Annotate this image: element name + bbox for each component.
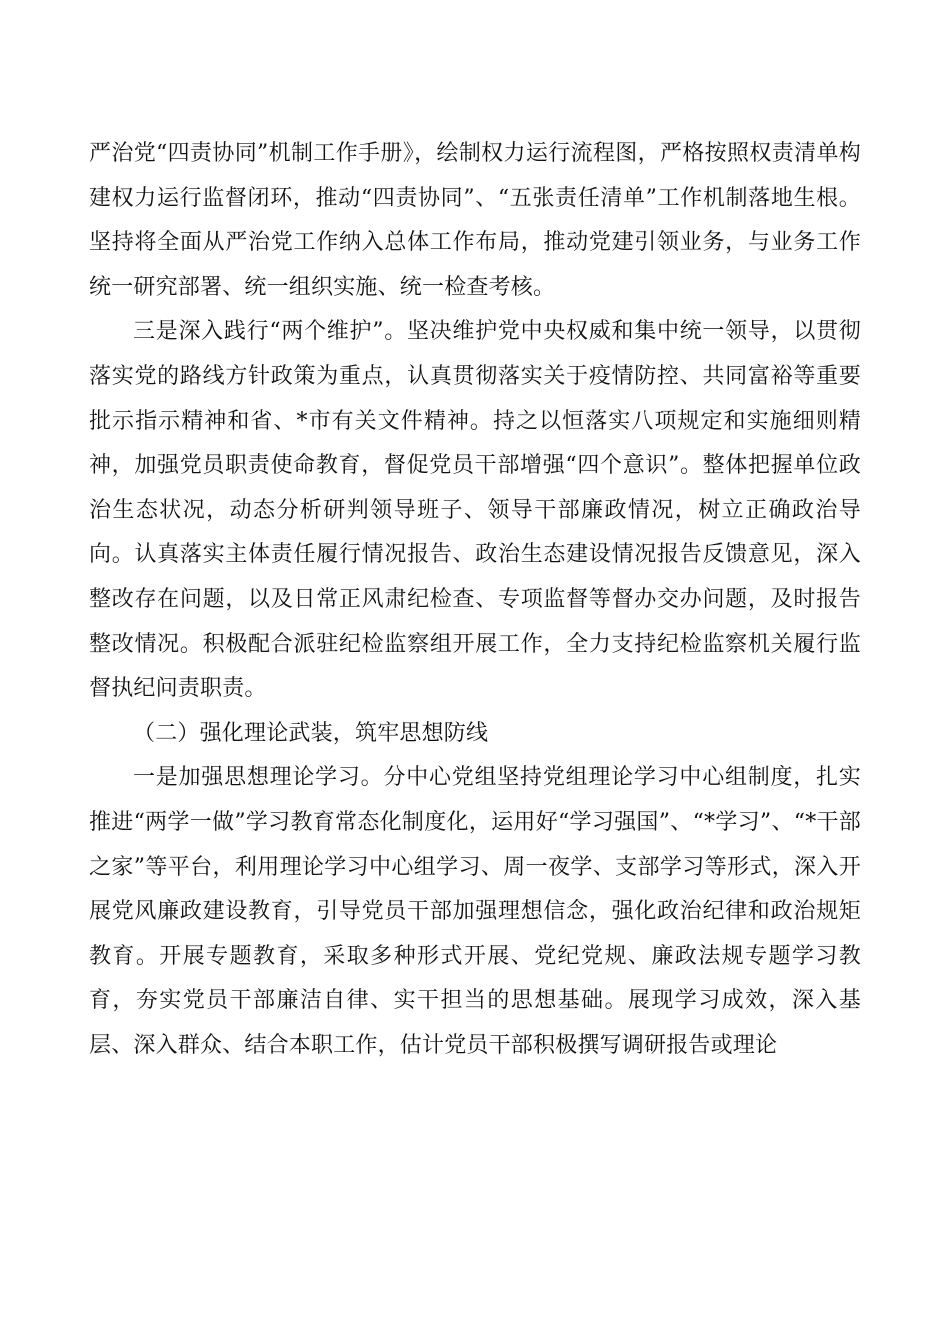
paragraph-continuation: 严治党“四责协同”机制工作手册》，绘制权力运行流程图，严格按照权责清单构建权力运行监督闭环，推动“四责协同”、“五张责任清单”工作机制落地生根。坚持将全面从严治党工作纳入总体工作布局，推动党建引领业务，与业务工作统一研究部署、统一组织实施、统一检查考核。 [89, 141, 861, 300]
paragraph-theory-study: 一是加强思想理论学习。分中心党组坚持党组理论学习中心组制度，扎实推进“两学一做”学习教育常态化制度化，运用好“学习强国”、“*学习”、“*干部之家”等平台，利用理论学习中心组学习、周一夜学、支部学习等形式，深入开展党风廉政建设教育，引导党员干部加强理想信念，强化政治纪律和政治规矩教育。开展专题教育，采取多种形式开展、党纪党规、廉政法规专题学习教育，夯实党员干部廉洁自律、实干担当的思想基础。展现学习成效，深入基层、深入群众、结合本职工作，估计党员干部积极撰写调研报告或理论 [89, 765, 861, 1058]
section-heading-theory: （二）强化理论武装，筑牢思想防线 [133, 720, 489, 746]
document-body [89, 132, 861, 1068]
paragraph-two-safeguards: 三是深入践行“两个维护”。坚决维护党中央权威和集中统一领导，以贯彻落实党的路线方针政策为重点，认真贯彻落实关于疫情防控、共同富裕等重要批示指示精神和省、*市有关文件精神。持之以恒落实八项规定和实施细则精神，加强党员职责使命教育，督促党员干部增强“四个意识”。整体把握单位政治生态状况，动态分析研判领导班子、领导干部廉政情况，树立正确政治导向。认真落实主体责任履行情况报告、政治生态建设情况报告反馈意见，深入整改存在问题，以及日常正风肃纪检查、专项监督等督办交办问题，及时报告整改情况。积极配合派驻纪检监察组开展工作，全力支持纪检监察机关履行监督执纪问责职责。 [89, 319, 861, 702]
